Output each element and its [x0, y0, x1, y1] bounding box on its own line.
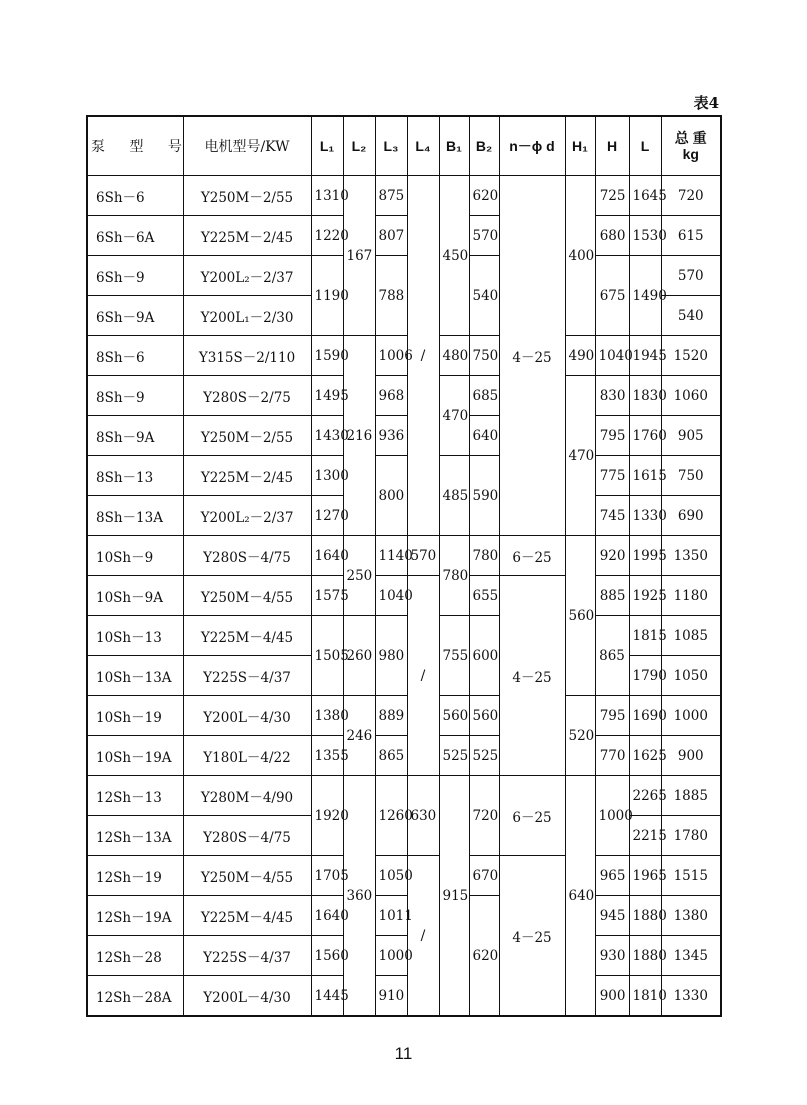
L1-cell: 1270 — [311, 496, 343, 536]
table-label: 表4 — [693, 94, 719, 112]
L-cell: 1880 — [629, 896, 661, 936]
L-cell: 1615 — [629, 456, 661, 496]
motor-model-cell: Y200L₁－2/30 — [183, 296, 311, 336]
L2-cell: 167 — [343, 176, 375, 336]
B1-cell: 480 — [439, 336, 469, 376]
pump-model-cell: 10Sh－13 — [87, 616, 183, 656]
col-header-B1: B₁ — [439, 116, 469, 176]
H-cell: 770 — [595, 736, 629, 776]
L3-cell: 1000 — [375, 936, 407, 976]
col-header-H: H — [595, 116, 629, 176]
H-cell: 885 — [595, 576, 629, 616]
col-header-n-phi-d: n－ϕ d — [499, 116, 565, 176]
L1-cell: 1190 — [311, 256, 343, 336]
L1-cell: 1590 — [311, 336, 343, 376]
table-row — [87, 616, 721, 656]
H-cell: 795 — [595, 696, 629, 736]
weight-cell: 1050 — [661, 656, 721, 696]
L4-cell: 570 — [407, 536, 439, 576]
L1-cell: 1380 — [311, 696, 343, 736]
weight-cell: 1885 — [661, 776, 721, 816]
H-cell: 675 — [595, 256, 629, 336]
L3-cell: 968 — [375, 376, 407, 416]
pump-model-cell: 8Sh－9A — [87, 416, 183, 456]
H-cell: 1000 — [595, 776, 629, 856]
L3-cell: 800 — [375, 456, 407, 536]
motor-model-cell: Y250M－2/55 — [183, 176, 311, 216]
pump-model-cell: 10Sh－19A — [87, 736, 183, 776]
L1-cell: 1920 — [311, 776, 343, 856]
pump-model-cell: 6Sh－6 — [87, 176, 183, 216]
B2-cell: 640 — [469, 416, 499, 456]
weight-cell: 905 — [661, 416, 721, 456]
H-cell: 920 — [595, 536, 629, 576]
header-row — [87, 116, 721, 176]
motor-model-cell: Y225M－4/45 — [183, 616, 311, 656]
motor-model-cell: Y200L－4/30 — [183, 976, 311, 1017]
motor-model-cell: Y280S－4/75 — [183, 536, 311, 576]
H-cell: 745 — [595, 496, 629, 536]
L1-cell: 1640 — [311, 896, 343, 936]
weight-cell: 1180 — [661, 576, 721, 616]
motor-model-cell: Y225S－4/37 — [183, 656, 311, 696]
H-cell: 1040 — [595, 336, 629, 376]
pump-model-cell: 12Sh－19 — [87, 856, 183, 896]
L-cell: 1995 — [629, 536, 661, 576]
L-cell: 1490 — [629, 256, 661, 336]
pump-model-cell: 8Sh－6 — [87, 336, 183, 376]
L3-cell: 875 — [375, 176, 407, 216]
L4-cell: 630 — [407, 776, 439, 856]
motor-model-cell: Y250M－4/55 — [183, 576, 311, 616]
B1-cell: 485 — [439, 456, 469, 536]
L3-cell: 807 — [375, 216, 407, 256]
pump-model-cell: 6Sh－9 — [87, 256, 183, 296]
motor-model-cell: Y225M－4/45 — [183, 896, 311, 936]
pump-model-cell: 8Sh－9 — [87, 376, 183, 416]
motor-model-cell: Y315S－2/110 — [183, 336, 311, 376]
table-row — [87, 856, 721, 896]
pump-model-cell: 12Sh－28A — [87, 976, 183, 1017]
L3-cell: 1260 — [375, 776, 407, 856]
weight-cell: 1350 — [661, 536, 721, 576]
motor-model-cell: Y250M－4/55 — [183, 856, 311, 896]
table-row — [87, 776, 721, 816]
B1-cell: 560 — [439, 696, 469, 736]
L3-cell: 1006 — [375, 336, 407, 376]
B2-cell: 620 — [469, 176, 499, 216]
n-phi-d-cell: 4－25 — [499, 576, 565, 776]
B1-cell: 780 — [439, 536, 469, 616]
L1-cell: 1300 — [311, 456, 343, 496]
col-header-motor-model: 电机型号/KW — [183, 116, 311, 176]
L-cell: 1815 — [629, 616, 661, 656]
col-header-L2: L₂ — [343, 116, 375, 176]
weight-cell: 1780 — [661, 816, 721, 856]
L3-cell: 980 — [375, 616, 407, 696]
L-cell: 1760 — [629, 416, 661, 456]
motor-model-cell: Y180L－4/22 — [183, 736, 311, 776]
L-cell: 1925 — [629, 576, 661, 616]
weight-cell: 1085 — [661, 616, 721, 656]
H1-cell: 520 — [565, 696, 595, 776]
L-cell: 1625 — [629, 736, 661, 776]
pump-model-cell: 8Sh－13A — [87, 496, 183, 536]
B2-cell: 720 — [469, 776, 499, 856]
motor-model-cell: Y200L₂－2/37 — [183, 496, 311, 536]
L1-cell: 1505 — [311, 616, 343, 696]
B1-cell: 450 — [439, 176, 469, 336]
L-cell: 1810 — [629, 976, 661, 1017]
L3-cell: 865 — [375, 736, 407, 776]
L2-cell: 246 — [343, 696, 375, 776]
weight-cell: 900 — [661, 736, 721, 776]
B1-cell: 915 — [439, 776, 469, 1017]
H-cell: 830 — [595, 376, 629, 416]
weight-header-unit: kg — [682, 146, 699, 162]
L1-cell: 1355 — [311, 736, 343, 776]
weight-cell: 615 — [661, 216, 721, 256]
B2-cell: 590 — [469, 456, 499, 536]
B1-cell: 470 — [439, 376, 469, 456]
pump-model-cell: 10Sh－9A — [87, 576, 183, 616]
weight-cell: 570 — [661, 256, 721, 296]
table-row — [87, 736, 721, 776]
weight-cell: 1000 — [661, 696, 721, 736]
weight-cell: 1060 — [661, 376, 721, 416]
B1-cell: 755 — [439, 616, 469, 696]
H-cell: 725 — [595, 176, 629, 216]
motor-model-cell: Y225M－2/45 — [183, 456, 311, 496]
L-cell: 1945 — [629, 336, 661, 376]
L-cell: 1530 — [629, 216, 661, 256]
B2-cell: 560 — [469, 696, 499, 736]
weight-cell: 1345 — [661, 936, 721, 976]
L-cell: 1790 — [629, 656, 661, 696]
motor-model-cell: Y225S－4/37 — [183, 936, 311, 976]
H-cell: 865 — [595, 616, 629, 696]
L1-cell: 1560 — [311, 936, 343, 976]
table-row — [87, 896, 721, 936]
n-phi-d-cell: 6－25 — [499, 776, 565, 856]
B1-cell: 525 — [439, 736, 469, 776]
L-cell: 1645 — [629, 176, 661, 216]
H-cell: 965 — [595, 856, 629, 896]
motor-model-cell: Y280S－2/75 — [183, 376, 311, 416]
col-header-H1: H₁ — [565, 116, 595, 176]
B2-cell: 540 — [469, 256, 499, 336]
pump-model-cell: 6Sh－9A — [87, 296, 183, 336]
B2-cell: 600 — [469, 616, 499, 696]
L2-cell: 216 — [343, 336, 375, 536]
motor-model-cell: Y280M－4/90 — [183, 776, 311, 816]
col-header-weight — [661, 116, 721, 176]
L4-cell: / — [407, 576, 439, 776]
weight-cell: 720 — [661, 176, 721, 216]
col-header-pump-model: 泵 型 号 — [87, 116, 183, 176]
table-row — [87, 936, 721, 976]
H1-cell: 490 — [565, 336, 595, 376]
B2-cell: 670 — [469, 856, 499, 896]
table-row — [87, 336, 721, 376]
L3-cell: 936 — [375, 416, 407, 456]
weight-cell: 690 — [661, 496, 721, 536]
pump-model-cell: 10Sh－19 — [87, 696, 183, 736]
pump-model-cell: 10Sh－9 — [87, 536, 183, 576]
L4-cell: / — [407, 856, 439, 1017]
table-row — [87, 536, 721, 576]
L3-cell: 788 — [375, 256, 407, 336]
table-row — [87, 576, 721, 616]
H1-cell: 640 — [565, 776, 595, 1017]
pump-model-cell: 12Sh－13 — [87, 776, 183, 816]
pump-model-cell: 12Sh－19A — [87, 896, 183, 936]
L1-cell: 1430 — [311, 416, 343, 456]
B2-cell: 570 — [469, 216, 499, 256]
H-cell: 945 — [595, 896, 629, 936]
B2-cell: 525 — [469, 736, 499, 776]
H-cell: 680 — [595, 216, 629, 256]
page-number: 11 — [394, 1044, 413, 1063]
n-phi-d-cell: 4－25 — [499, 856, 565, 1017]
table-row — [87, 176, 721, 216]
pump-model-cell: 12Sh－28 — [87, 936, 183, 976]
table-row — [87, 256, 721, 296]
table-row — [87, 416, 721, 456]
H1-cell: 400 — [565, 176, 595, 336]
H1-cell: 560 — [565, 536, 595, 696]
L-cell: 1690 — [629, 696, 661, 736]
L2-cell: 260 — [343, 616, 375, 696]
B2-cell: 620 — [469, 896, 499, 1017]
H-cell: 795 — [595, 416, 629, 456]
table-row — [87, 456, 721, 496]
weight-cell: 750 — [661, 456, 721, 496]
L-cell: 2265 — [629, 776, 661, 816]
weight-cell: 1330 — [661, 976, 721, 1017]
col-header-L: L — [629, 116, 661, 176]
H-cell: 775 — [595, 456, 629, 496]
motor-model-cell: Y200L₂－2/37 — [183, 256, 311, 296]
pump-model-cell: 8Sh－13 — [87, 456, 183, 496]
n-phi-d-cell: 6－25 — [499, 536, 565, 576]
table-row — [87, 216, 721, 256]
H-cell: 930 — [595, 936, 629, 976]
table-row — [87, 976, 721, 1017]
n-phi-d-cell: 4－25 — [499, 176, 565, 536]
L2-cell: 250 — [343, 536, 375, 616]
weight-cell: 1380 — [661, 896, 721, 936]
L3-cell: 1040 — [375, 576, 407, 616]
L2-cell: 360 — [343, 776, 375, 1017]
H-cell: 900 — [595, 976, 629, 1017]
B2-cell: 780 — [469, 536, 499, 576]
weight-cell: 1515 — [661, 856, 721, 896]
table-row — [87, 696, 721, 736]
H1-cell: 470 — [565, 376, 595, 536]
B2-cell: 655 — [469, 576, 499, 616]
B2-cell: 685 — [469, 376, 499, 416]
L-cell: 1880 — [629, 936, 661, 976]
table-row — [87, 376, 721, 416]
L-cell: 1330 — [629, 496, 661, 536]
pump-spec-table — [86, 115, 722, 1017]
B2-cell: 750 — [469, 336, 499, 376]
L1-cell: 1495 — [311, 376, 343, 416]
L1-cell: 1220 — [311, 216, 343, 256]
weight-cell: 1520 — [661, 336, 721, 376]
motor-model-cell: Y200L－4/30 — [183, 696, 311, 736]
col-header-L4: L₄ — [407, 116, 439, 176]
L3-cell: 1140 — [375, 536, 407, 576]
L-cell: 1965 — [629, 856, 661, 896]
L-cell: 2215 — [629, 816, 661, 856]
motor-model-cell: Y250M－2/55 — [183, 416, 311, 456]
L1-cell: 1705 — [311, 856, 343, 896]
motor-model-cell: Y280S－4/75 — [183, 816, 311, 856]
L3-cell: 910 — [375, 976, 407, 1017]
L-cell: 1830 — [629, 376, 661, 416]
L4-cell: / — [407, 176, 439, 536]
L1-cell: 1310 — [311, 176, 343, 216]
col-header-B2: B₂ — [469, 116, 499, 176]
weight-header-label: 总 重 — [674, 130, 707, 146]
L1-cell: 1445 — [311, 976, 343, 1017]
col-header-L3: L₃ — [375, 116, 407, 176]
L3-cell: 1011 — [375, 896, 407, 936]
motor-model-cell: Y225M－2/45 — [183, 216, 311, 256]
pump-model-cell: 12Sh－13A — [87, 816, 183, 856]
L3-cell: 889 — [375, 696, 407, 736]
L3-cell: 1050 — [375, 856, 407, 896]
pump-model-cell: 6Sh－6A — [87, 216, 183, 256]
col-header-L1: L₁ — [311, 116, 343, 176]
L1-cell: 1640 — [311, 536, 343, 576]
L1-cell: 1575 — [311, 576, 343, 616]
pump-model-cell: 10Sh－13A — [87, 656, 183, 696]
weight-cell: 540 — [661, 296, 721, 336]
